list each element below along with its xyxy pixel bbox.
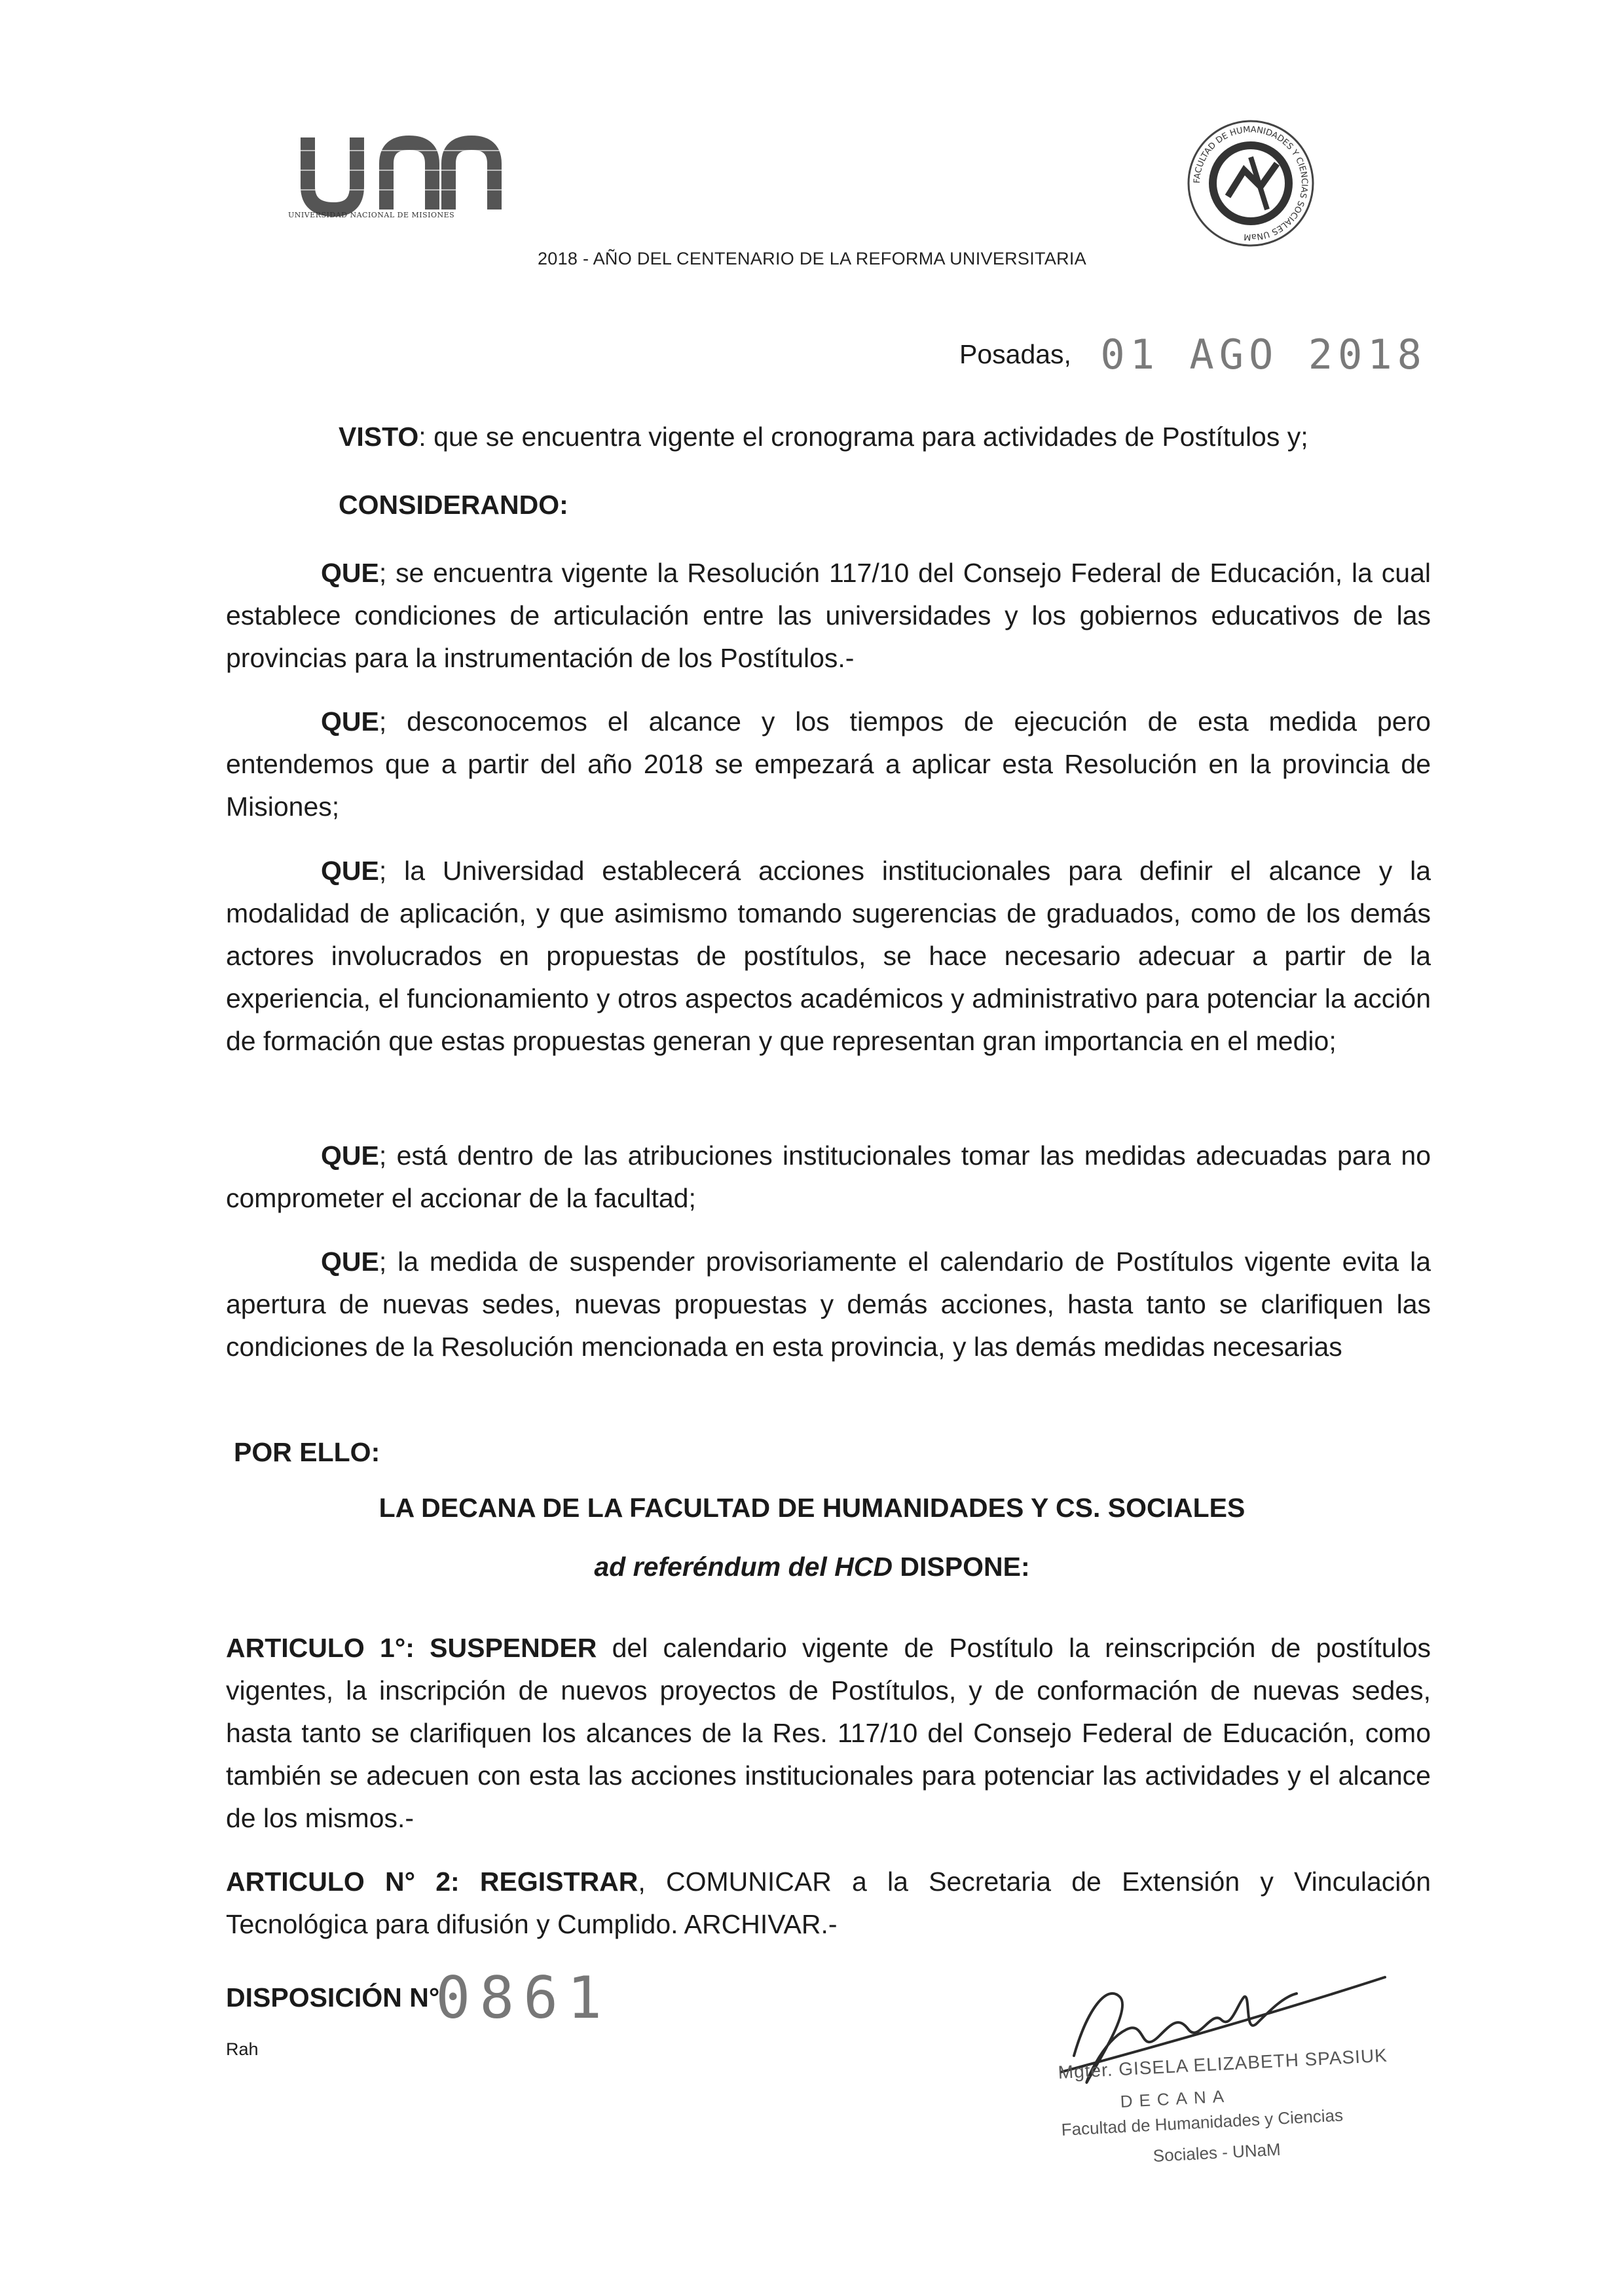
considerando-text-2: ; desconocemos el alcance y los tiempos de ejecución de esta medida pero entendemos que a partir del año 2018 se empezará a aplicar esta Resolución en la provincia de Misiones; — [226, 706, 1431, 822]
ad-referendum-text: ad referéndum del HCD — [594, 1552, 893, 1582]
disposicion-line — [226, 1964, 611, 2032]
signatory-faculty-line-1: Facultad de Humanidades y Ciencias — [1061, 2105, 1344, 2140]
por-ello-heading — [234, 1437, 380, 1468]
university-caption: UNIVERSIDAD NACIONAL DE MISIONES — [288, 211, 455, 219]
visto-line — [339, 422, 1308, 452]
date-line — [959, 331, 1427, 378]
date-stamp: 01 AGO 2018 — [1100, 331, 1428, 378]
que-label: QUE — [321, 1247, 379, 1277]
que-label: QUE — [321, 558, 379, 588]
que-label: QUE — [321, 1140, 379, 1171]
considerando-text-1: ; se encuentra vigente la Resolución 117/10 del Consejo Federal de Educación, la cual establece condiciones de articulación entre las universidades y los gobiernos educativos de las provincias para la instrumentación de los Postítulos.- — [226, 558, 1431, 673]
decana-heading: LA DECANA DE LA FACULTAD DE HUMANIDADES Y CS. SOCIALES — [378, 1493, 1246, 1523]
signatory-name: Mgter. GISELA ELIZABETH SPASIUK — [1058, 2045, 1388, 2083]
visto-label: VISTO — [339, 422, 419, 452]
dispone-heading — [0, 1552, 1624, 1582]
articulo-1-text: del calendario vigente de Postítulo la reinscripción de postítulos vigentes, la inscripción de nuevos proyectos de Postítulos, y de conformación de nuevas sedes, hasta tanto se clarifiquen los alcances de la Res. 117/10 del Consejo Federal de Educación, como también se adecuen con esta las acciones institucionales para potenciar las actividades y el alcance de los mismos.- — [226, 1633, 1431, 1833]
date-place: Posadas, — [959, 339, 1071, 369]
articulo-2-text: , COMUNICAR a la Secretaria de Extensión y Vinculación Tecnológica para difusión y Cumplido. ARCHIVAR.- — [226, 1867, 1431, 1939]
disposicion-number-stamp: 0861 — [435, 1964, 612, 2032]
dispone-word: DISPONE: — [893, 1552, 1030, 1582]
considerando-text-5: ; la medida de suspender provisoriamente el calendario de Postítulos vigente evita la apertura de nuevas sedes, nuevas propuestas y demás acciones, hasta tanto se clarifiquen las condiciones de la Resolución mencionada en esta provincia, y las demás medidas necesarias — [226, 1247, 1431, 1362]
unam-logo — [288, 124, 504, 223]
considerando-paragraph-1 — [226, 552, 1431, 680]
considerando-paragraph-4 — [226, 1135, 1431, 1220]
considerando-paragraph-2 — [226, 701, 1431, 828]
considerando-heading — [339, 490, 568, 520]
considerando-label: CONSIDERANDO: — [339, 490, 568, 520]
que-label: QUE — [321, 706, 379, 737]
signatory-role: DECANA — [1120, 2086, 1231, 2111]
signatory-faculty-line-2: Sociales - UNaM — [1153, 2139, 1282, 2166]
considerando-paragraph-3 — [226, 850, 1431, 1063]
disposicion-label: DISPOSICIÓN N° — [226, 1982, 440, 2013]
header-motto: 2018 - AÑO DEL CENTENARIO DE LA REFORMA UNIVERSITARIA — [537, 249, 1087, 268]
typist-initials: Rah — [226, 2039, 259, 2059]
articulo-1 — [226, 1627, 1431, 1840]
faculty-seal-icon — [1185, 118, 1316, 249]
considerando-text-4: ; está dentro de las atribuciones institucionales tomar las medidas adecuadas para no comprometer el accionar de la facultad; — [226, 1140, 1431, 1213]
articulo-2-label: ARTICULO N° 2: REGISTRAR — [226, 1867, 638, 1897]
articulo-2 — [226, 1861, 1431, 1946]
articulo-1-label: ARTICULO 1°: SUSPENDER — [226, 1633, 597, 1663]
seal-ring-text: FACULTAD DE HUMANIDADES Y CIENCIAS SOCIALES UNaM — [1192, 124, 1310, 242]
handwritten-signature — [1048, 1958, 1388, 2108]
considerando-paragraph-5 — [226, 1241, 1431, 1368]
considerando-text-3: ; la Universidad establecerá acciones institucionales para definir el alcance y la modalidad de aplicación, y que asimismo tomando sugerencias de graduados, como de los demás actores involucrados en propuestas de postítulos, se hace necesario adecuar a partir de la experiencia, el funcionamiento y otros aspectos académicos y administrativo para potenciar la acción de formación que estas propuestas generan y que representan gran importancia en el medio; — [226, 856, 1431, 1056]
por-ello-label: POR ELLO: — [234, 1437, 380, 1467]
visto-text: : que se encuentra vigente el cronograma para actividades de Postítulos y; — [418, 422, 1308, 452]
que-label: QUE — [321, 856, 379, 886]
